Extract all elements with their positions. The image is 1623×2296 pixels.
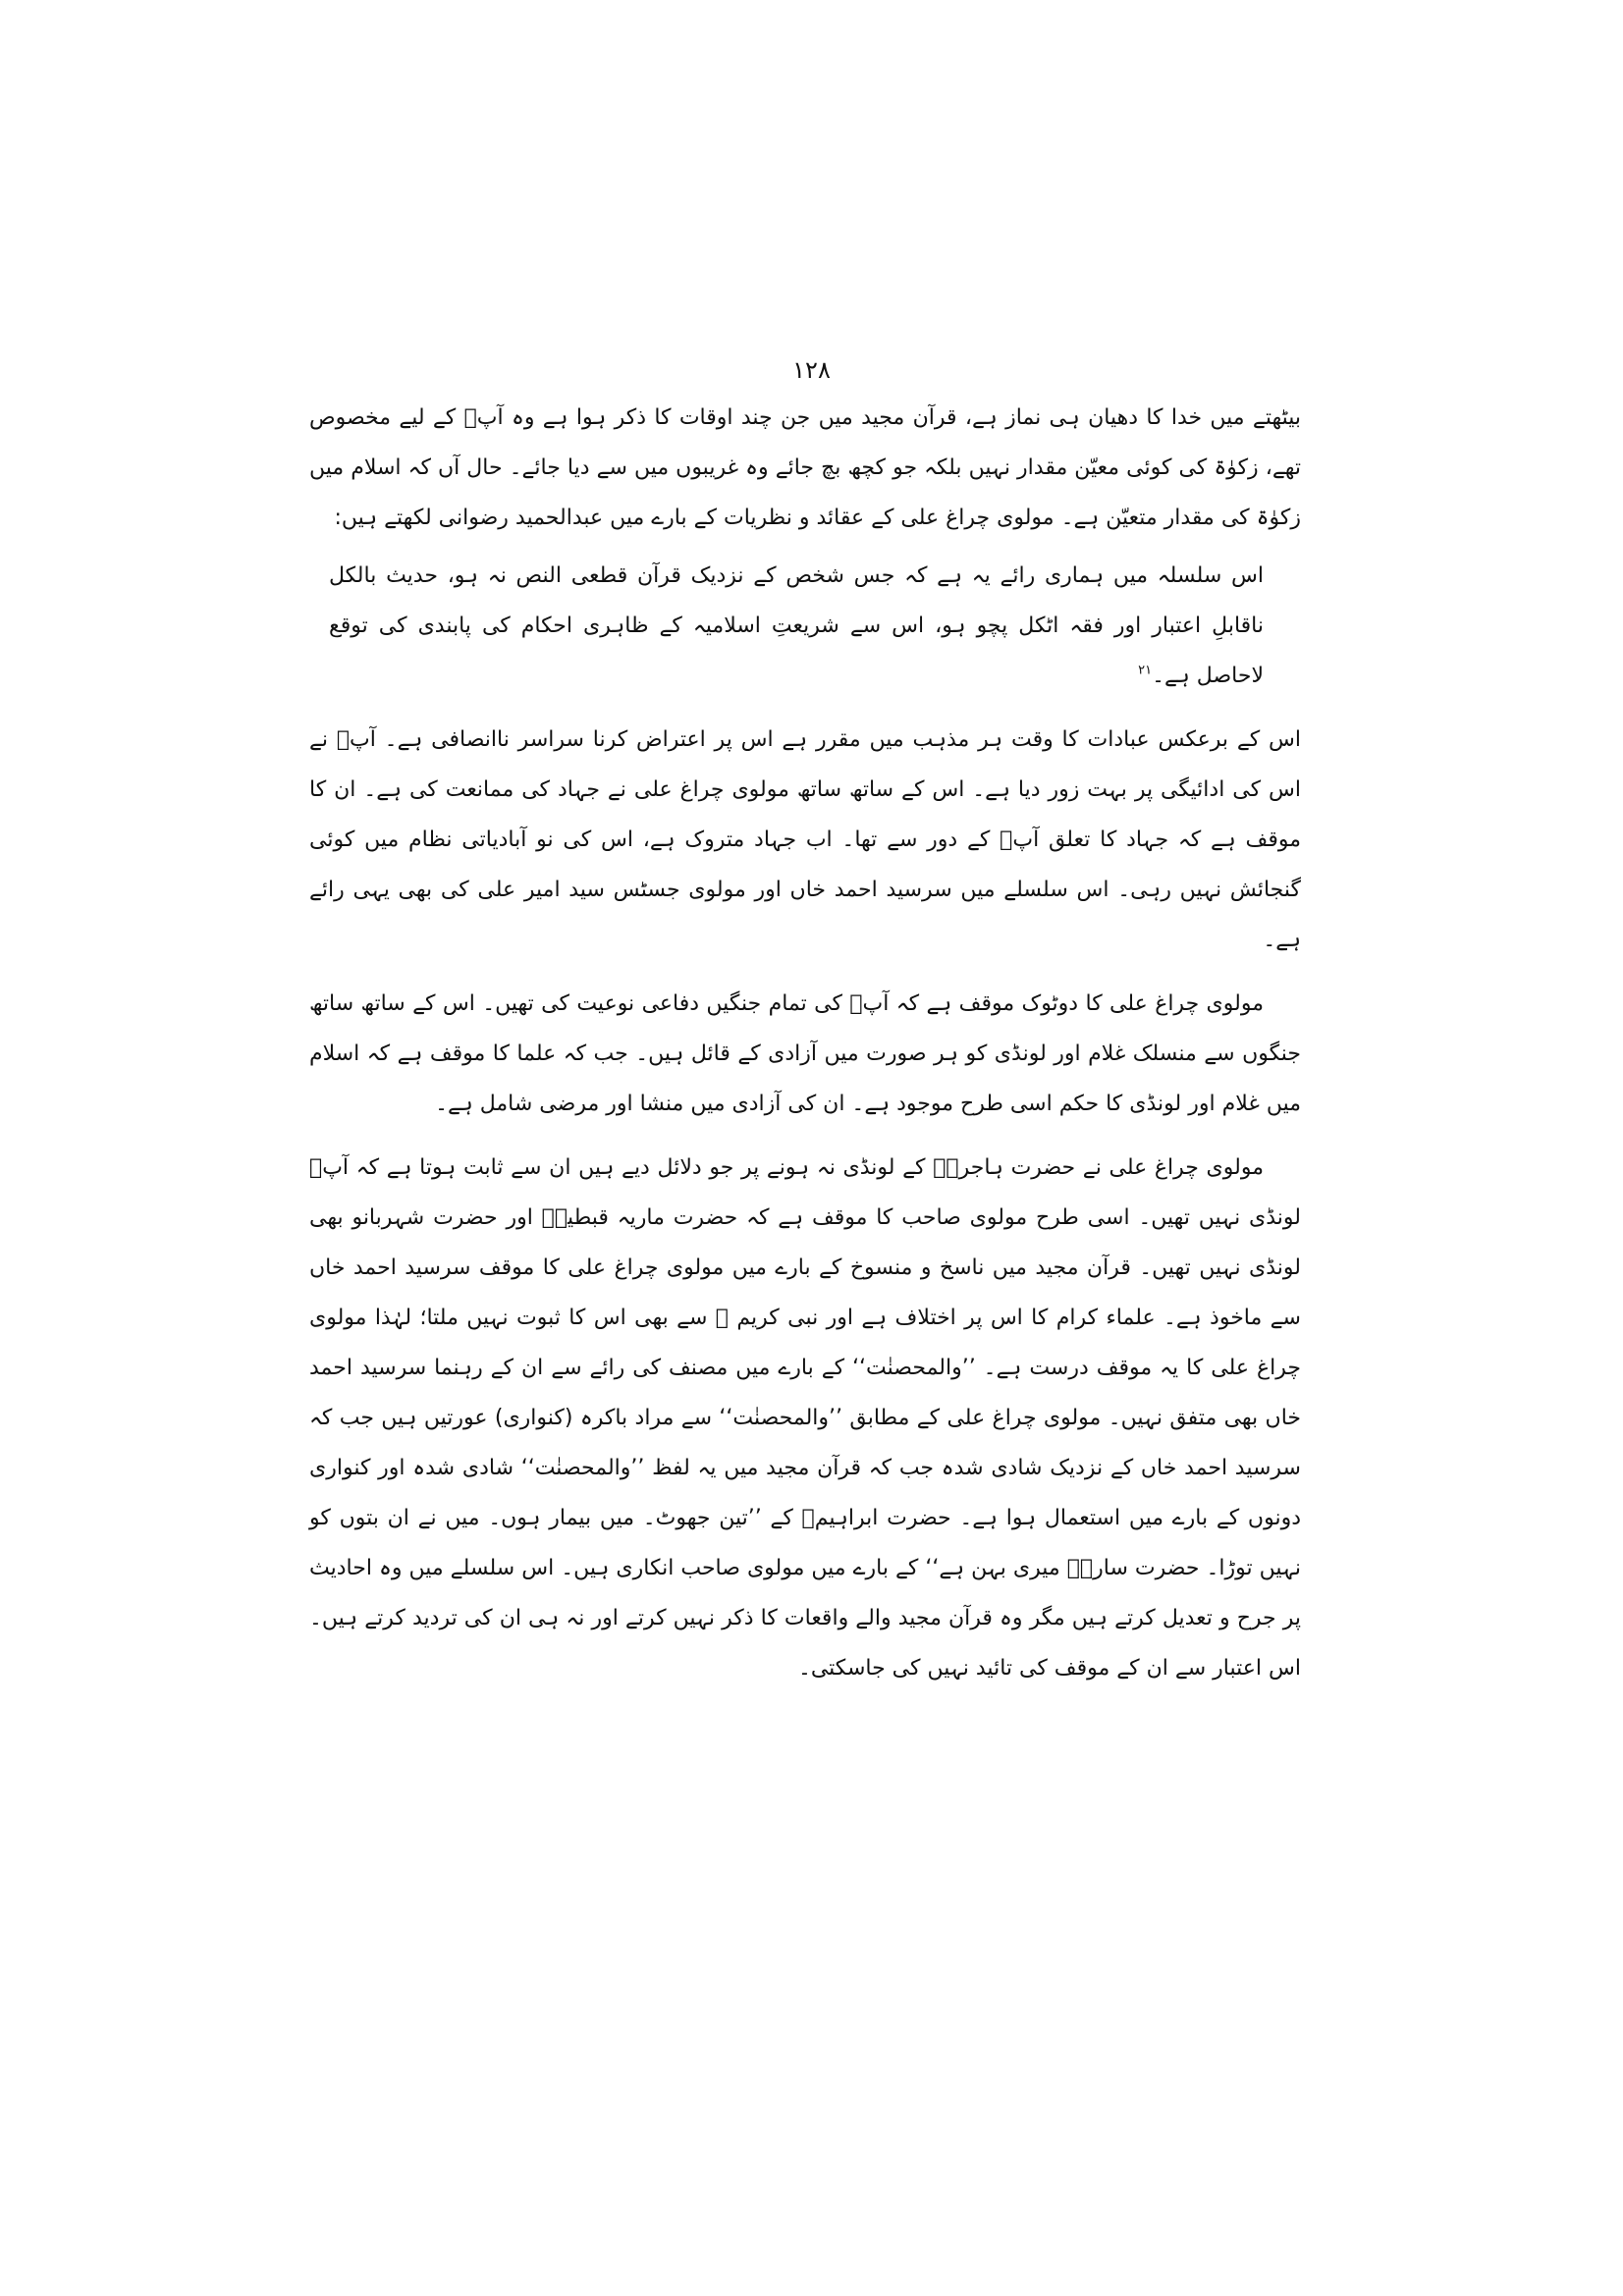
quote-text: اس سلسلہ میں ہماری رائے یہ ہے کہ جس شخص کے نزدیک قرآن قطعی النص نہ ہو، حدیث بالکل ناقابلِ اعتبار اور فقہ اٹکل پچو ہو، اس سے شریعتِ اسلامیہ کے ظاہری احکام کی پابندی کی توقع لاحاصل ہے۔ xyxy=(329,563,1264,688)
block-quote xyxy=(309,551,1301,701)
footnote-marker: ۲۱ xyxy=(1138,663,1153,678)
paragraph-hajra-muhsanat: مولوی چراغ علی نے حضرت ہاجرہؓ کے لونڈی نہ ہونے پر جو دلائل دیے ہیں ان سے ثابت ہوتا ہے کہ آپؑ لونڈی نہیں تھیں۔ اسی طرح مولوی صاحب کا موقف ہے کہ حضرت ماریہ قبطیہؓ اور حضرت شہربانو بھی لونڈی نہیں تھیں۔ قرآن مجید میں ناسخ و منسوخ کے بارے میں مولوی چراغ علی کا موقف سرسید احمد خاں سے ماخوذ ہے۔ علماء کرام کا اس پر اختلاف ہے اور نبی کریم ﷺ سے بھی اس کا ثبوت نہیں ملتا؛ لہٰذا مولوی چراغ علی کا یہ موقف درست ہے۔ ’’والمحصنٰت‘‘ کے بارے میں مصنف کی رائے سے ان کے رہنما سرسید احمد خاں بھی متفق نہیں۔ مولوی چراغ علی کے مطابق ’’والمحصنٰت‘‘ سے مراد باکرہ (کنواری) عورتیں ہیں جب کہ سرسید احمد خاں کے نزدیک شادی شدہ جب کہ قرآن مجید میں یہ لفظ ’’والمحصنٰت‘‘ شادی شدہ اور کنواری دونوں کے بارے میں استعمال ہوا ہے۔ حضرت ابراہیمؑ کے ’’تین جھوٹ۔ میں بیمار ہوں۔ میں نے ان بتوں کو نہیں توڑا۔ حضرت سارہؑ میری بہن ہے‘‘ کے بارے میں مولوی صاحب انکاری ہیں۔ اس سلسلے میں وہ احادیث پر جرح و تعدیل کرتے ہیں مگر وہ قرآن مجید والے واقعات کا ذکر نہیں کرتے اور نہ ہی ان کی تردید کرتے ہیں۔ اس اعتبار سے ان کے موقف کی تائید نہیں کی جاسکتی۔ xyxy=(309,1155,1301,1681)
page-number: ۱۲۸ xyxy=(792,356,831,384)
paragraph-continued: بیٹھتے میں خدا کا دھیان ہی نماز ہے، قرآن مجید میں جن چند اوقات کا ذکر ہوا ہے وہ آپؐ کے لیے مخصوص تھے، زکوٰۃ کی کوئی معیّن مقدار نہیں بلکہ جو کچھ بچ جائے وہ غریبوں میں سے دیا جائے۔ حال آں کہ اسلام میں زکوٰۃ کی مقدار متعیّن ہے۔ مولوی چراغ علی کے عقائد و نظریات کے بارے میں عبدالحمید رضوانی لکھتے ہیں: xyxy=(309,405,1301,530)
paragraph-worship-jihad: اس کے برعکس عبادات کا وقت ہر مذہب میں مقرر ہے اس پر اعتراض کرنا سراسر ناانصافی ہے۔ آپؐ نے اس کی ادائیگی پر بہت زور دیا ہے۔ اس کے ساتھ ساتھ مولوی چراغ علی نے جہاد کی ممانعت کی ہے۔ ان کا موقف ہے کہ جہاد کا تعلق آپؐ کے دور سے تھا۔ اب جہاد متروک ہے، اس کی نو آبادیاتی نظام میں کوئی گنجائش نہیں رہی۔ اس سلسلے میں سرسید احمد خاں اور مولوی جسٹس سید امیر علی کی بھی یہی رائے ہے۔ xyxy=(309,727,1301,952)
page-body xyxy=(309,393,1301,1707)
paragraph-wars-slavery: مولوی چراغ علی کا دوٹوک موقف ہے کہ آپؐ کی تمام جنگیں دفاعی نوعیت کی تھیں۔ اس کے ساتھ ساتھ جنگوں سے منسلک غلام اور لونڈی کو ہر صورت میں آزادی کے قائل ہیں۔ جب کہ علما کا موقف ہے کہ اسلام میں غلام اور لونڈی کا حکم اسی طرح موجود ہے۔ ان کی آزادی میں منشا اور مرضی شامل ہے۔ xyxy=(309,991,1301,1116)
